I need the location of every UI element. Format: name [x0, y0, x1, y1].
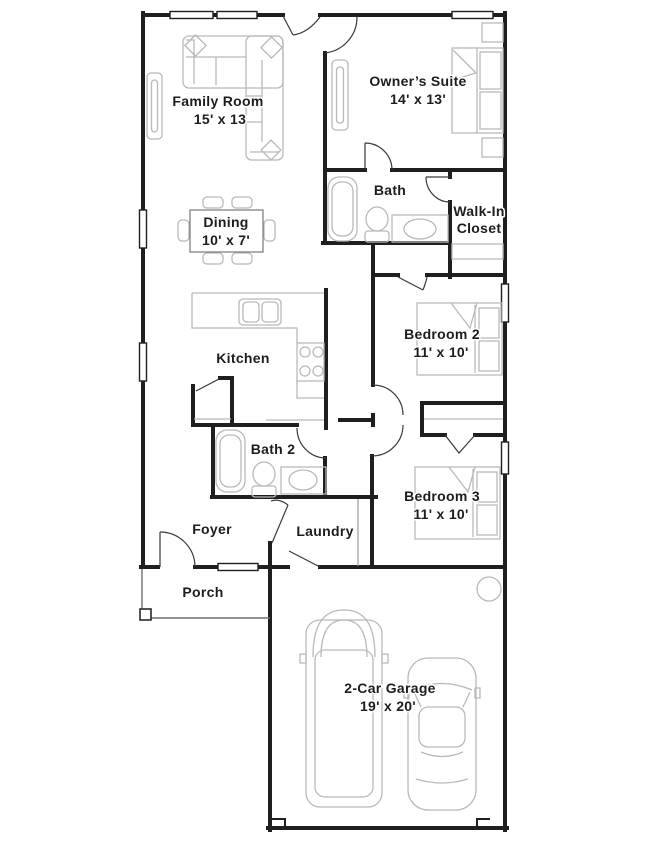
vanity-sink [392, 215, 448, 242]
window-top-owners-suite [452, 12, 493, 19]
room-label-closet: Closet [456, 220, 502, 236]
side-mirror [300, 654, 306, 663]
water-heater [477, 577, 501, 601]
porch-post [140, 609, 151, 620]
door-linen-bifold [445, 435, 475, 453]
toilet [365, 207, 389, 242]
door-garage-leaf [289, 551, 320, 567]
room-label-garage: 2-Car Garage [344, 680, 436, 696]
throw-pillow [185, 35, 206, 56]
room-dims-bedroom2: 11' x 10' [413, 344, 469, 360]
window-casing-owners-suite [332, 60, 348, 130]
dining-chair [203, 253, 223, 264]
pillow [480, 52, 501, 89]
door-bedroom3-arc [373, 425, 403, 456]
door-front-arc [160, 532, 195, 567]
window-top-family-2 [217, 12, 257, 19]
dining-chair [232, 197, 252, 208]
stove [297, 343, 324, 381]
window-left-kitchen [140, 343, 147, 381]
room-label-bath: Bath [373, 182, 407, 198]
dining-set [178, 197, 275, 264]
pillow [477, 505, 497, 535]
owners-suite-bed [452, 23, 503, 157]
door-pantry-leaf [196, 379, 219, 391]
walk-in-closet-shelf [452, 244, 503, 259]
pillow [479, 308, 499, 338]
door-top-leaf [283, 16, 293, 35]
car-roof [419, 707, 465, 747]
door-laundry-arc [271, 500, 288, 505]
door-laundry-leaf [272, 505, 288, 543]
garage-bottom-notches [272, 819, 490, 826]
door-closet-arc [426, 177, 450, 202]
room-dims-bedroom3: 11' x 10' [413, 506, 469, 522]
door-bedroom2-arc [423, 277, 427, 290]
room-label-walk-in: Walk-In [453, 203, 505, 219]
room-label-family-room: Family Room [172, 93, 264, 109]
room-label-bedroom2: Bedroom 2 [404, 326, 480, 342]
room-label-kitchen: Kitchen [216, 350, 270, 366]
room-label-dining: Dining [203, 214, 249, 230]
side-mirror [382, 654, 388, 663]
window-casing-family-room [147, 73, 162, 139]
room-label-porch: Porch [182, 584, 224, 600]
room-dims-garage: 19' x 20' [359, 698, 417, 714]
pillow [479, 341, 499, 371]
counter-edge [297, 380, 324, 398]
room-label-foyer: Foyer [192, 521, 232, 537]
pillow [480, 92, 501, 129]
door-bath-arc [365, 143, 392, 170]
dining-chair [232, 253, 252, 264]
nightstand [482, 23, 503, 42]
vanity-sink [281, 467, 326, 494]
door-bath2-arc [297, 428, 326, 458]
door-top-arc [293, 17, 320, 35]
window-top-family-1 [170, 12, 213, 19]
room-label-laundry: Laundry [296, 523, 354, 539]
throw-pillow [261, 140, 281, 160]
window-front-foyer [218, 564, 258, 571]
door-bedroom2-leaf [398, 277, 423, 290]
nightstand [482, 138, 503, 157]
blanket-fold [451, 303, 477, 328]
room-label-owners-suite: Owner’s Suite [369, 73, 467, 89]
window-left-dining [140, 210, 147, 248]
room-label-bath2: Bath 2 [250, 441, 296, 457]
room-dims-dining: 10' x 7' [202, 232, 250, 248]
window-right-bedroom3 [502, 442, 509, 474]
dining-chair [178, 220, 189, 241]
room-dims-owners-suite: 14' x 13' [389, 91, 447, 107]
door-hall-upper-arc [373, 385, 403, 415]
door-owners-suite-arc [325, 17, 357, 53]
room-label-bedroom3: Bedroom 3 [404, 488, 480, 504]
kitchen-sink [239, 299, 281, 325]
pillow [477, 472, 497, 502]
toilet [252, 462, 276, 497]
dining-chair [203, 197, 223, 208]
dining-chair [264, 220, 275, 241]
throw-pillow [261, 37, 282, 58]
room-dims-family-room: 15' x 13 [193, 111, 247, 127]
